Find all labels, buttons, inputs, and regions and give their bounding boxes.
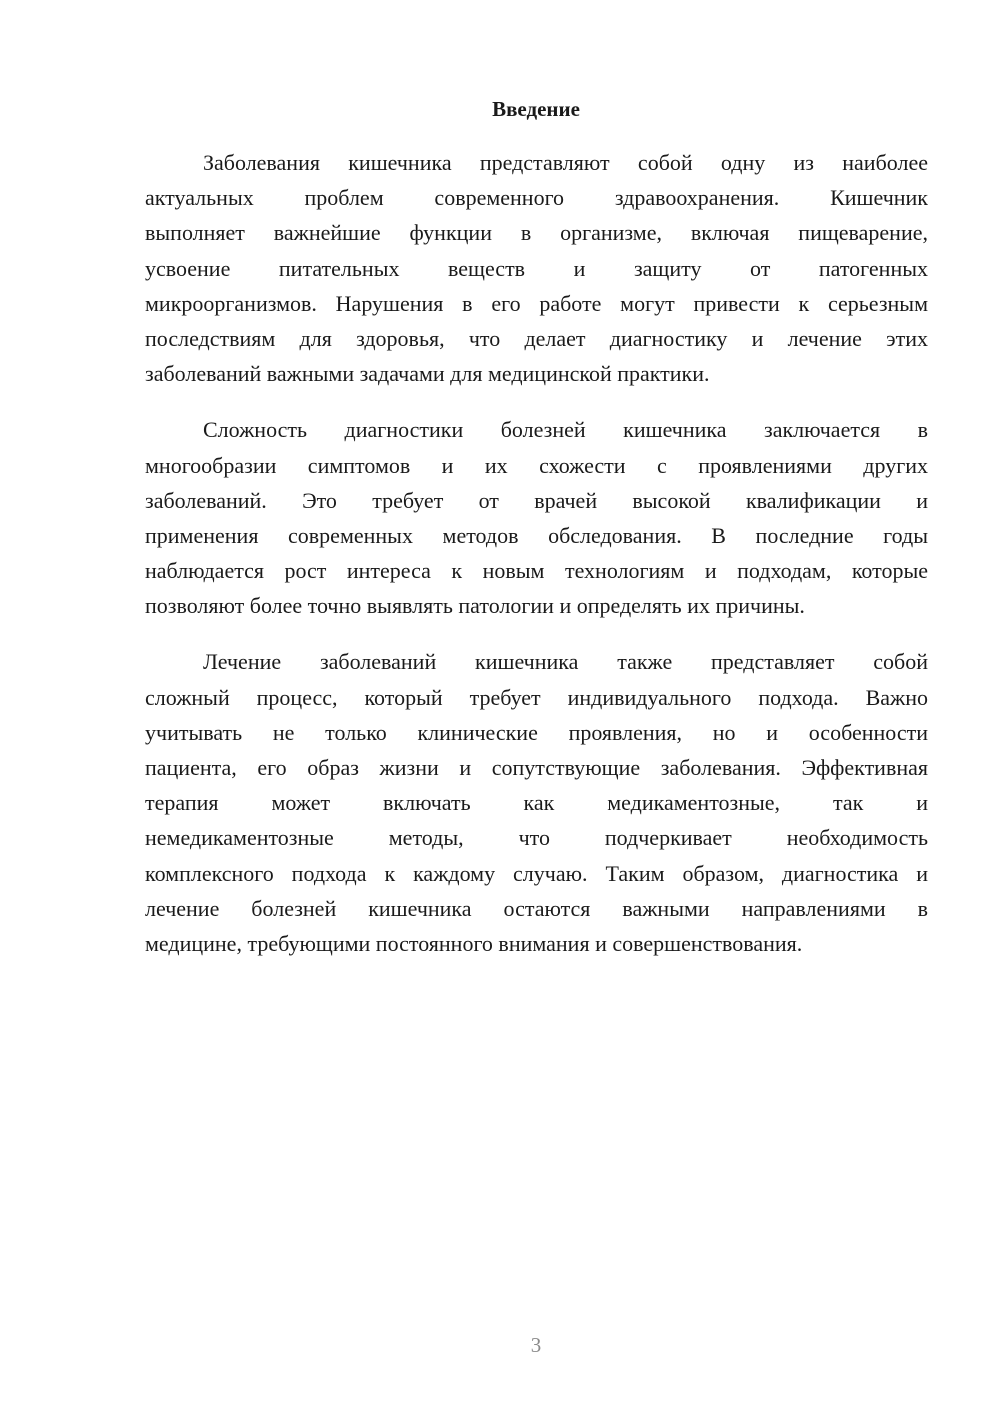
text-line: усвоение питательных веществ и защиту от патогенных (145, 255, 928, 281)
document-body (145, 145, 928, 982)
paragraph (145, 145, 928, 391)
text-line: актуальных проблем современного здравоохранения. Кишечник (145, 185, 928, 211)
text-line: наблюдается рост интереса к новым технологиям и подходам, которые (145, 558, 928, 584)
text-line: терапия может включать как медикаментозные, так и (145, 790, 928, 816)
text-line: комплексного подхода к каждому случаю. Таким образом, диагностика и (145, 860, 928, 886)
paragraph (145, 644, 928, 961)
text-line: учитывать не только клинические проявления, но и особенности (145, 719, 928, 745)
text-line: пациента, его образ жизни и сопутствующие заболевания. Эффективная (145, 755, 928, 780)
text-line: лечение болезней кишечника остаются важными направлениями в (145, 895, 928, 921)
text-line: многообразии симптомов и их схожести с проявлениями других (145, 452, 928, 478)
page-number: 3 (530, 1333, 542, 1357)
text-line: немедикаментозные методы, что подчеркивает необходимость (145, 825, 928, 851)
text-line: сложный процесс, который требует индивидуального подхода. Важно (145, 684, 928, 710)
section-title: Введение (492, 97, 580, 121)
text-line: выполняет важнейшие функции в организме, включая пищеварение, (145, 220, 928, 246)
text-line: применения современных методов обследования. В последние годы (145, 522, 928, 548)
paragraph (145, 412, 928, 623)
text-line: медицине, требующими постоянного внимания и совершенствования. (145, 930, 803, 956)
text-line: Заболевания кишечника представляют собой одну из наиболее (203, 150, 928, 175)
text-line: заболеваний важными задачами для медицинской практики. (145, 361, 710, 387)
text-line: заболеваний. Это требует от врачей высокой квалификации и (145, 487, 928, 513)
text-line: позволяют более точно выявлять патологии и определять их причины. (145, 593, 805, 619)
text-line: Лечение заболеваний кишечника также представляет собой (203, 649, 928, 675)
text-line: микроорганизмов. Нарушения в его работе могут привести к серьезным (145, 290, 928, 316)
text-line: Сложность диагностики болезней кишечника заключается в (203, 417, 928, 443)
text-line: последствиям для здоровья, что делает диагностику и лечение этих (145, 325, 928, 351)
